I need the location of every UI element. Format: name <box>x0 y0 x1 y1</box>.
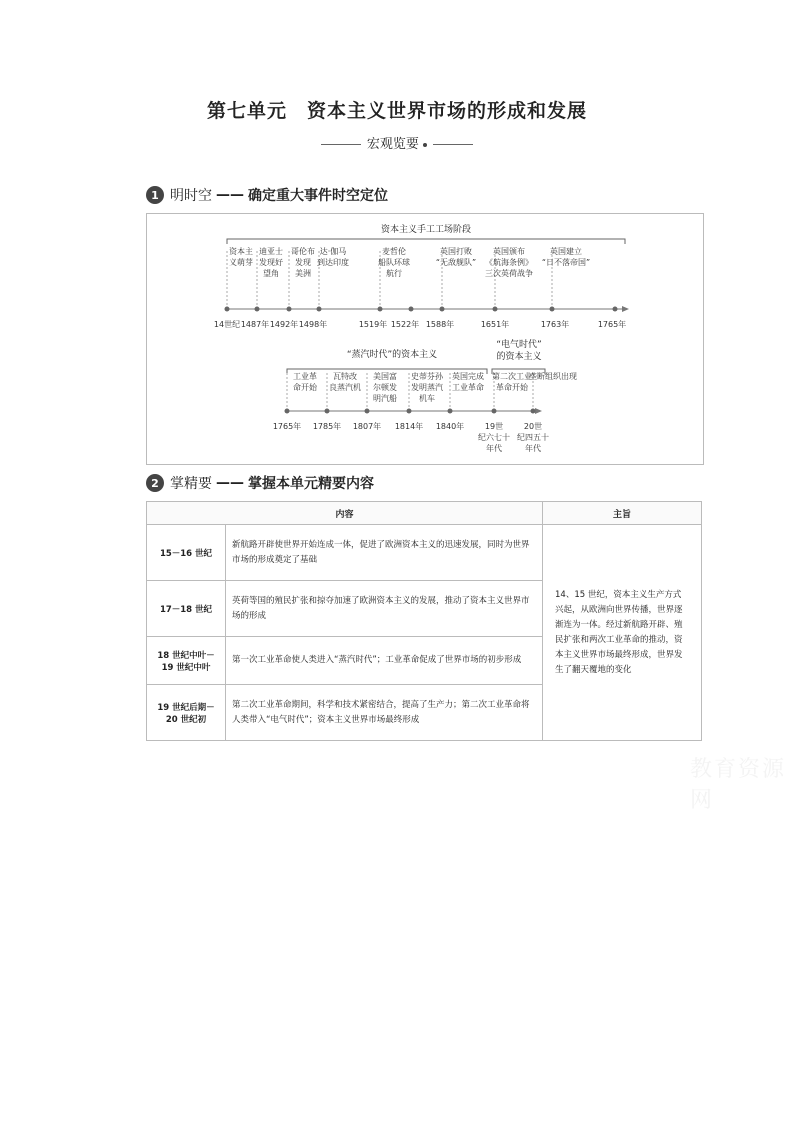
event-label: 三次英荷战争 <box>485 269 533 278</box>
section-text: 确定重大事件时空定位 <box>248 188 388 204</box>
event-label: 良蒸汽机 <box>329 383 361 392</box>
period-cell: 19 世纪后期－20 世纪初 <box>147 685 226 741</box>
timeline-year: 19世 <box>484 422 504 431</box>
timeline-year: 1785年 <box>312 422 342 431</box>
header-content: 内容 <box>147 502 543 525</box>
timeline-dot <box>531 409 536 414</box>
timeline-year: 1765年 <box>597 320 627 329</box>
section-2-heading <box>146 473 374 493</box>
timeline-year: 1763年 <box>540 320 570 329</box>
header-theme: 主旨 <box>543 502 702 525</box>
timeline-year: 年代 <box>486 444 502 453</box>
description-cell: 第一次工业革命使人类进入“蒸汽时代”；工业革命促成了世界市场的初步形成 <box>226 637 543 685</box>
subtitle <box>0 133 794 152</box>
timeline-year: 纪六七十 <box>478 433 510 442</box>
timeline-year: 1492年 <box>269 320 299 329</box>
timeline-dot <box>287 307 292 312</box>
event-label: 望角 <box>263 269 279 278</box>
event-label: 工业革命 <box>452 383 484 392</box>
table-row <box>147 525 702 581</box>
stage-bracket-1 <box>227 239 625 244</box>
event-label: 第二次工业 <box>492 372 532 381</box>
timeline-year: 1519年 <box>358 320 388 329</box>
description-cell: 第二次工业革命期间，科学和技术紧密结合，提高了生产力；第二次工业革命将人类带入“电气时代”；资本主义世界市场最终形成 <box>226 685 543 741</box>
timeline-dot <box>365 409 370 414</box>
section-dash: —— <box>216 187 244 203</box>
timeline-year: 1765年 <box>272 422 302 431</box>
event-label: “无敌舰队” <box>435 258 477 267</box>
timeline-dot <box>325 409 330 414</box>
section-name: 掌精要 <box>170 476 212 492</box>
section-name: 明时空 <box>170 188 212 204</box>
timeline-dot <box>407 409 412 414</box>
event-label: 革命开始 <box>496 383 528 392</box>
timeline-dot <box>550 307 555 312</box>
event-label: 英国完成 <box>452 372 484 381</box>
event-label: 《航海条例》 <box>485 258 533 267</box>
event-label: 到达印度 <box>317 258 349 267</box>
event-label: 明汽船 <box>373 394 397 403</box>
timeline-dot <box>285 409 290 414</box>
subtitle-dot <box>423 143 427 147</box>
table-header-row <box>147 502 702 525</box>
period-cell: 17－18 世纪 <box>147 581 226 637</box>
timeline-dot <box>448 409 453 414</box>
description-cell: 新航路开辟使世界开始连成一体，促进了欧洲资本主义的迅速发展，同时为世界市场的形成奠定了基础 <box>226 525 543 581</box>
event-label: 船队环球 <box>378 258 410 267</box>
stage-label-2: “蒸汽时代”的资本主义 <box>346 350 438 360</box>
event-label: 垄断组织出现 <box>529 372 577 381</box>
stage-label-3: “电气时代” <box>496 340 542 350</box>
event-label: 美国富 <box>373 372 397 381</box>
event-label: “日不落帝国” <box>541 258 591 267</box>
timeline-year: 1588年 <box>425 320 455 329</box>
timeline-dot <box>409 307 414 312</box>
timeline-dot <box>440 307 445 312</box>
timeline-year: 14世纪 <box>213 320 241 329</box>
timeline-dot <box>317 307 322 312</box>
event-label: 达·伽马 <box>319 247 347 256</box>
timeline-arrow-1 <box>622 306 629 312</box>
event-label: 迪亚士 <box>259 247 283 256</box>
event-label: 瓦特改 <box>333 372 357 381</box>
section-dash: —— <box>216 475 244 491</box>
stage-label-1: 资本主义手工工场阶段 <box>380 225 472 235</box>
event-label: 英国打败 <box>440 247 472 256</box>
event-label: 史蒂芬孙 <box>411 372 443 381</box>
event-label: 航行 <box>386 269 402 278</box>
timeline-arrow-2 <box>535 408 542 414</box>
event-label: 发明蒸汽 <box>411 383 443 392</box>
timeline-dot <box>492 409 497 414</box>
watermark: 教育资源网 <box>690 757 787 813</box>
event-label: 英国建立 <box>550 247 582 256</box>
timeline-year: 1522年 <box>390 320 420 329</box>
stage-label-3: 的资本主义 <box>496 352 542 362</box>
event-label: 发现 <box>295 258 311 267</box>
period-cell: 15－16 世纪 <box>147 525 226 581</box>
timeline-diagram <box>147 214 703 464</box>
section-text: 掌握本单元精要内容 <box>248 476 374 492</box>
description-cell: 英荷等国的殖民扩张和掠夺加速了欧洲资本主义的发展，推动了资本主义世界市场的形成 <box>226 581 543 637</box>
timeline-year: 纪四五十 <box>517 433 549 442</box>
subtitle-rule-left <box>321 144 361 145</box>
timeline-dot <box>493 307 498 312</box>
section-number-badge: 1 <box>146 186 164 204</box>
timeline-year: 1651年 <box>480 320 510 329</box>
timeline-year: 1487年 <box>240 320 270 329</box>
section-number-badge: 2 <box>146 474 164 492</box>
timeline-year: 1840年 <box>435 422 465 431</box>
event-label: 发现好 <box>259 258 283 267</box>
timeline-year: 1807年 <box>352 422 382 431</box>
timeline-dot <box>225 307 230 312</box>
timeline-dot <box>255 307 260 312</box>
subtitle-text: 宏观览要 <box>366 137 419 152</box>
theme-cell: 14、15 世纪，资本主义生产方式兴起，从欧洲向世界传播，世界逐渐连为一体。经过新航路开辟、殖民扩张和两次工业革命的推动，资本主义世界市场最终形成，世界发生了翻天覆地的变化 <box>543 525 702 741</box>
event-label: 哥伦布 <box>291 247 315 256</box>
timeline-dot <box>613 307 618 312</box>
event-label: 工业革 <box>293 372 317 381</box>
event-label: 资本主 <box>229 247 253 256</box>
timeline-year: 1814年 <box>394 422 424 431</box>
timeline-panel <box>146 213 704 465</box>
timeline-year: 年代 <box>525 444 541 453</box>
event-label: 机车 <box>419 394 435 403</box>
section-1-heading <box>146 185 388 205</box>
timeline-dot <box>378 307 383 312</box>
event-label: 义萌芽 <box>229 258 253 267</box>
page-title: 第七单元 资本主义世界市场的形成和发展 <box>206 100 587 122</box>
event-label: 命开始 <box>293 383 317 392</box>
subtitle-rule-right <box>433 144 473 145</box>
event-label: 英国颁布 <box>493 247 525 256</box>
event-label: 尔顿发 <box>373 383 397 392</box>
event-label: 美洲 <box>295 269 311 278</box>
event-label: 麦哲伦 <box>382 247 406 256</box>
timeline-year: 1498年 <box>298 320 328 329</box>
timeline-year: 20世 <box>523 422 543 431</box>
period-cell: 18 世纪中叶－19 世纪中叶 <box>147 637 226 685</box>
content-table <box>146 501 702 741</box>
